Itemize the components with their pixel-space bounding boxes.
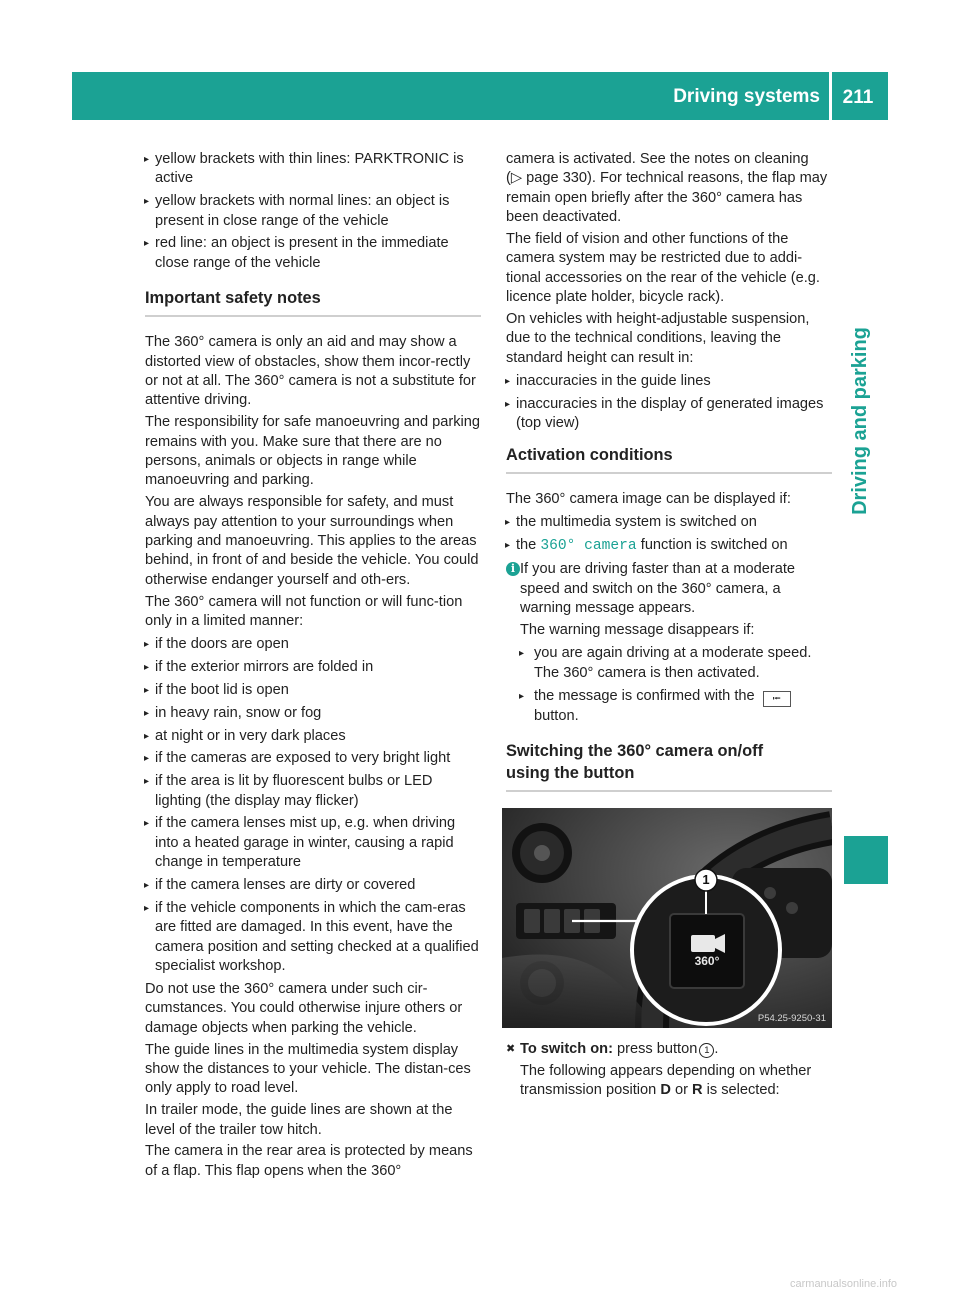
list-item: ▸ if the area is lit by fluorescent bulbs or LED lighting (the display may flicker) (145, 772, 481, 811)
list-item: ▸ yellow brackets with normal lines: an object is present in close range of the vehicle (145, 192, 481, 231)
step-instruction: press button (617, 1041, 698, 1057)
step-arrow-icon: ✖ (506, 1043, 516, 1055)
callout-reference: 1 (699, 1043, 714, 1058)
chapter-tab-label: Driving and parking (849, 327, 871, 515)
chapter-tab (844, 296, 876, 546)
list-item: ▸ if the vehicle components in which the cam-eras are fitted are damaged. In this event, have the camera position and setting checked at a qualified specialist workshop. (145, 899, 481, 977)
dashboard-photo (502, 808, 832, 1028)
step-follow-text: is selected: (706, 1082, 780, 1099)
note-text: If you are driving faster than at a moderate speed and switch on the 360° camera, a warning message appears. (520, 561, 796, 617)
gear-position-d: D (660, 1082, 671, 1099)
step-text (520, 1062, 832, 1101)
dashboard-illustration (502, 808, 832, 1028)
paragraph: In trailer mode, the guide lines are shown at the level of the trailer tow hitch. (145, 1102, 453, 1138)
paragraph: Do not use the 360° camera under such cir-cumstances. You could otherwise injure others or damage objects when parking the vehicle. (145, 980, 463, 1036)
step-follow-text: or (674, 1082, 688, 1099)
list-item: ▸ the multimedia system is switched on (506, 513, 832, 532)
info-icon: i (506, 562, 520, 576)
step-label: To switch on: (520, 1041, 613, 1057)
chapter-tab-marker (844, 836, 888, 884)
paragraph-text: camera is activated. See the notes on cleaning ( (506, 151, 809, 187)
list-item-text: button. (534, 707, 579, 724)
list-item: ▸ at night or in very dark places (145, 727, 481, 746)
list-item: ▸ yellow brackets with thin lines: PARKTRONIC is active (145, 150, 481, 189)
page-ref-arrow-icon: ▷ (510, 170, 523, 187)
step-follow-text: The following appears depending on whether transmission position (520, 1062, 812, 1099)
step-text (520, 1040, 832, 1059)
right-column (506, 150, 832, 792)
list-item (520, 687, 832, 726)
list-item: ▸ if the doors are open (145, 635, 481, 654)
list-item: ▸ inaccuracies in the display of generated images (top view) (506, 395, 832, 434)
footer-watermark: carmanualsonline.info (790, 1278, 898, 1290)
list-item: ▸ in heavy rain, snow or fog (145, 704, 481, 723)
left-column (145, 150, 481, 1184)
section-title: Driving systems (673, 86, 820, 107)
paragraph: The guide lines in the multimedia system display show the distances to your vehicle. The distan-ces only apply to road level. (145, 1041, 471, 1097)
list-item: ▸ if the cameras are exposed to very bright light (145, 749, 481, 768)
heading-divider (506, 790, 832, 792)
list-item: ▸ if the exterior mirrors are folded in (145, 658, 481, 677)
list-item-text: function is switched on (640, 537, 788, 554)
callout-number: 1 (702, 872, 710, 887)
paragraph: The 360° camera is only an aid and may show a distorted view of obstacles, show them incor-rectly or not at all. The 360° camera is not a substitute for attentive driving. (145, 334, 476, 409)
section-heading-switching: Switching the 360° camera on/off using the button (506, 742, 764, 783)
paragraph: The responsibility for safe manoeuvring and parking remains with you. Make sure that there are no persons, animals or objects in range while manoeuvring and parking. (145, 414, 481, 489)
page-reference-link[interactable]: page 330 (526, 170, 588, 187)
paragraph: The 360° camera will not function or will func-tion only in a limited manner: (145, 593, 463, 630)
paragraph (506, 150, 832, 228)
list-item: ▸ you are again driving at a moderate speed. The 360° camera is then activated. (520, 644, 832, 683)
section-heading-safety: Important safety notes (145, 287, 481, 317)
step-item (506, 1040, 832, 1101)
note-text: The warning message disappears if: (520, 622, 755, 639)
page-header (72, 72, 888, 120)
list-item: ▸ red line: an object is present in the immediate close range of the vehicle (145, 234, 481, 273)
list-item-text: the message is confirmed with the (534, 687, 755, 704)
list-item: ▸ if the boot lid is open (145, 681, 481, 700)
list-item: ▸ inaccuracies in the guide lines (506, 372, 832, 391)
list-item: ▸ if the camera lenses mist up, e.g. when driving into a heated garage in winter, causing a rapid change in temperature (145, 814, 481, 872)
back-button-icon: ⭰ (763, 691, 791, 707)
section-heading-activation: Activation conditions (506, 444, 832, 474)
gear-position-r: R (692, 1082, 703, 1099)
paragraph: The field of vision and other functions of the camera system may be restricted due to addi-tional accessories on the rear of the vehicle (e.g. licence plate holder, bicycle rack). (506, 231, 820, 306)
list-item-text: the (516, 537, 537, 554)
instruction-step (506, 1040, 832, 1103)
paragraph: You are always responsible for safety, and must always pay attention to your surroundings when parking and manoeuvring. This applies to the areas behind, in front of and beside the vehicle. You could otherwise endanger yourself and oth-ers. (145, 494, 479, 588)
paragraph-text: ). For technical reasons, the flap may remain open briefly after the 360° camera has been deactivated. (506, 170, 828, 226)
image-reference-code: P54.25-9250-31 (757, 1013, 826, 1024)
header-divider (829, 72, 832, 120)
paragraph: The camera in the rear area is protected by means of a flap. This flap opens when the 360° (145, 1143, 473, 1179)
info-note (506, 560, 832, 726)
page-number: 211 (842, 87, 874, 108)
step-instruction: . (714, 1041, 719, 1057)
camera-button-label: 360° (694, 954, 720, 968)
list-item (506, 536, 832, 556)
paragraph: On vehicles with height-adjustable suspension, due to the technical conditions, leaving the standard height can result in: (506, 311, 810, 366)
paragraph: The 360° camera image can be displayed if: (506, 490, 791, 507)
list-item: ▸ if the camera lenses are dirty or covered (145, 876, 481, 895)
menu-function-name: 360° camera (540, 538, 637, 555)
